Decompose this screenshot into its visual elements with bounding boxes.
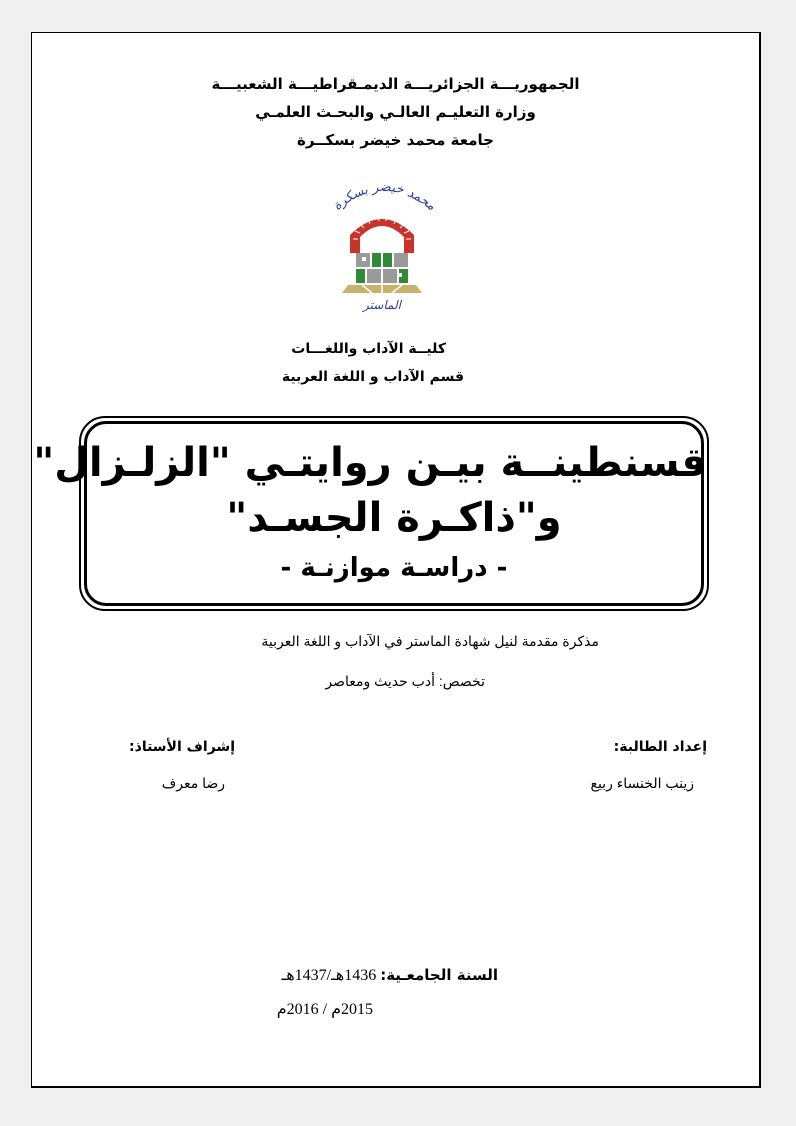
student-label: إعداد الطالبة: [613,739,707,755]
supervisor-name: رضا معرف [161,775,225,791]
academic-year-line [282,965,499,985]
academic-year-hijri: 1436هـ/1437هـ [281,967,377,984]
academic-year-label: السنة الجامعـية: [380,966,498,984]
university-logo [322,173,442,313]
university-logo-graphic [322,173,442,313]
degree-note: مذكرة مقدمة لنيل شهادة الماستر في الآداب و اللغة العربية [261,633,599,649]
logo-bottom-text: الماستر [363,298,401,312]
logo-arch-shape [350,219,414,253]
republic-line: الجمهوريـــة الجزائريـــة الديمـقراطيـــة الشعبيـــة [211,75,580,93]
specialty: تخصص: أدب حديث ومعاصر [325,673,485,689]
thesis-title-line-1: قسنطينــة بيـن روايتـي "الزلـزال" [33,440,707,486]
department-name: قسم الآداب و اللغة العربية [281,369,464,385]
supervisor-label: إشراف الأستاذ: [129,739,235,755]
logo-arc-text: محمد خيضر بسكرة [330,179,439,215]
faculty-name: كليــة الآداب واللغـــات [291,341,446,357]
thesis-title-box [33,416,709,611]
thesis-subtitle: - دراسـة موازنـة - [280,553,508,583]
university-line: جامعة محمد خيضر بسكــرة [297,131,494,149]
logo-block-grid [356,253,408,283]
ministry-line: وزارة التعليـم العالـي والبحـث العلمـي [255,103,536,121]
cover-page [31,32,761,1088]
thesis-title-line-2: و"ذاكـرة الجسـد" [226,495,562,541]
academic-year-gregorian: 2015م / 2016م [276,1001,373,1018]
student-name: زينب الخنساء ربيع [590,775,694,791]
